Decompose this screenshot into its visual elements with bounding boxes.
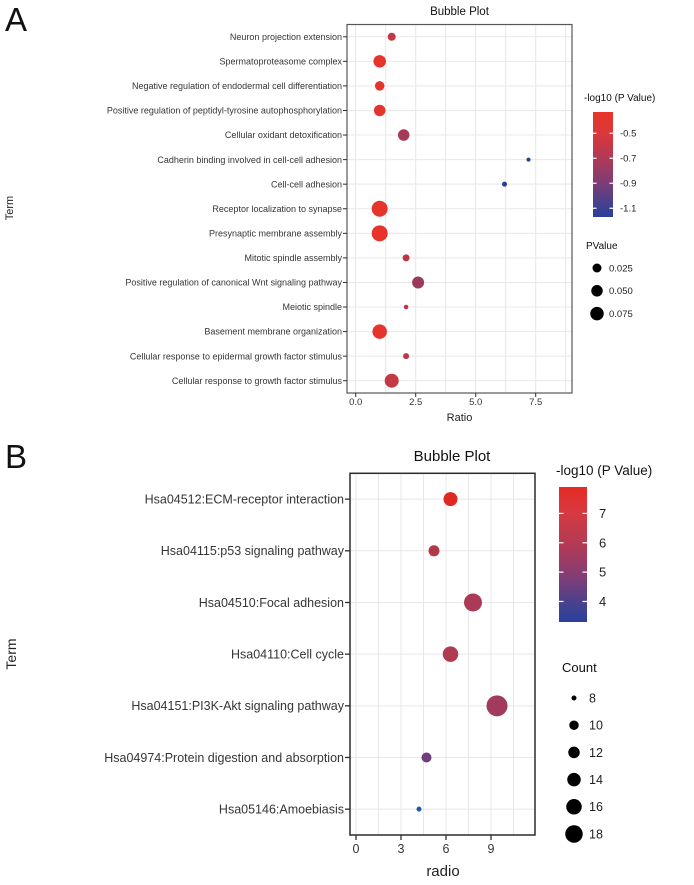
x-tick-label: 3	[397, 842, 405, 856]
x-axis-title: radio	[426, 863, 460, 880]
x-tick-label: 9	[487, 842, 495, 856]
size-legend-dot	[565, 825, 583, 843]
y-category-label: Hsa04510:Focal adhesion	[198, 595, 344, 610]
size-legend-title: Count	[562, 660, 597, 675]
size-legend-label: 0.025	[609, 263, 633, 275]
bubbles	[417, 492, 508, 812]
bubble	[388, 33, 396, 41]
bubble	[502, 182, 507, 187]
size-legend	[586, 241, 633, 320]
size-legend-label: 12	[589, 745, 603, 760]
colorbar-legend	[556, 463, 652, 622]
bubble	[412, 276, 424, 288]
y-category-label: Hsa05146:Amoebiasis	[218, 802, 344, 817]
colorbar-title: -log10 (P Value)	[584, 93, 656, 104]
size-legend-dot	[591, 285, 603, 297]
bubble	[443, 646, 459, 662]
bubble	[403, 353, 409, 359]
y-axis-title: Term	[3, 638, 19, 670]
size-legend-label: 16	[589, 800, 603, 815]
y-category-label: Spermatoproteasome complex	[219, 56, 342, 67]
size-legend-dot	[590, 307, 604, 321]
colorbar-legend	[584, 93, 655, 217]
bubble	[487, 695, 508, 716]
size-legend-label: 8	[589, 691, 596, 706]
y-category-label: Hsa04974:Protein digestion and absorption	[104, 750, 344, 765]
y-category-label: Cell-cell adhesion	[270, 179, 342, 190]
y-category-label: Cellular response to epidermal growth factor stimulus	[129, 351, 342, 362]
gridlines	[350, 473, 535, 835]
y-category-label: Negative regulation of endodermal cell differentiation	[132, 81, 342, 92]
bubble	[464, 593, 482, 611]
y-axis-title: Term	[4, 195, 16, 221]
bubble	[403, 254, 410, 261]
size-legend-label: 10	[589, 718, 603, 733]
y-category-label: Hsa04151:PI3K-Akt signaling pathway	[131, 699, 344, 714]
y-category-label: Hsa04115:p53 signaling pathway	[160, 544, 344, 559]
y-category-label: Receptor localization to synapse	[212, 203, 342, 214]
size-legend	[562, 660, 603, 843]
y-axis	[343, 37, 347, 381]
y-category-label: Hsa04512:ECM-receptor interaction	[144, 492, 344, 507]
y-category-label: Cellular oxidant detoxification	[224, 130, 342, 141]
x-axis-title: Ratio	[446, 412, 473, 424]
chart-title: Bubble Plot	[430, 6, 489, 18]
y-category-label: Presynaptic membrane assembly	[208, 228, 342, 239]
colorbar-tick-label: -0.9	[620, 178, 637, 190]
panel-b-bubble-chart	[0, 443, 694, 885]
panel-a-label: A	[5, 1, 28, 38]
size-legend-label: 0.050	[609, 286, 633, 298]
bubble	[444, 492, 458, 506]
bubble	[527, 158, 531, 162]
size-legend-label: 14	[589, 772, 603, 787]
bubble	[372, 225, 388, 241]
size-legend-dot	[568, 747, 580, 759]
bubble	[398, 129, 410, 141]
size-legend-dot	[593, 264, 602, 273]
x-tick-label: 0	[352, 842, 360, 856]
size-legend-label: 18	[589, 827, 603, 842]
size-legend-dot	[566, 799, 582, 815]
colorbar-title: -log10 (P Value)	[556, 463, 653, 478]
size-legend-dot	[567, 773, 581, 787]
colorbar-tick-label: 4	[599, 594, 607, 610]
y-category-label: Meiotic spindle	[282, 302, 342, 313]
bubble	[374, 105, 386, 117]
chart-title: Bubble Plot	[413, 448, 491, 465]
x-tick-label: 0.0	[349, 397, 363, 408]
x-tick-label: 5.0	[469, 397, 483, 408]
bubble	[422, 752, 432, 762]
colorbar-tick-label: -0.5	[620, 128, 637, 140]
y-category-label: Neuron projection extension	[229, 31, 342, 42]
bubble	[385, 374, 399, 388]
bubble	[375, 81, 385, 91]
colorbar-tick-label: 5	[599, 564, 607, 580]
bubble	[372, 324, 387, 339]
y-category-label: Hsa04110:Cell cycle	[230, 647, 344, 662]
y-category-label: Cellular response to growth factor stimulus	[171, 375, 342, 386]
x-tick-label: 7.5	[529, 397, 543, 408]
y-category-label: Positive regulation of canonical Wnt signaling pathway	[125, 277, 342, 288]
x-tick-label: 6	[442, 842, 450, 856]
size-legend-title: PValue	[586, 241, 618, 252]
colorbar-tick-label: 7	[599, 505, 607, 521]
colorbar-tick-label: 6	[599, 535, 607, 551]
size-legend-dot	[572, 696, 577, 701]
bubble	[429, 545, 440, 556]
y-category-label: Basement membrane organization	[204, 326, 342, 337]
y-category-label: Cadherin binding involved in cell-cell adhesion	[157, 154, 342, 165]
size-legend-label: 0.075	[609, 308, 633, 320]
colorbar-tick-label: -0.7	[620, 153, 637, 165]
bubble	[417, 807, 422, 812]
y-category-label: Positive regulation of peptidyl-tyrosine autophosphorylation	[106, 105, 342, 116]
colorbar	[593, 112, 613, 217]
size-legend-dot	[569, 720, 579, 730]
bubble	[404, 305, 409, 310]
bubble	[372, 201, 388, 217]
bubble	[373, 55, 386, 68]
panel-b-label: B	[5, 438, 28, 475]
y-category-label: Mitotic spindle assembly	[244, 253, 342, 264]
colorbar-tick-label: -1.1	[620, 203, 637, 215]
x-tick-label: 2.5	[409, 397, 423, 408]
